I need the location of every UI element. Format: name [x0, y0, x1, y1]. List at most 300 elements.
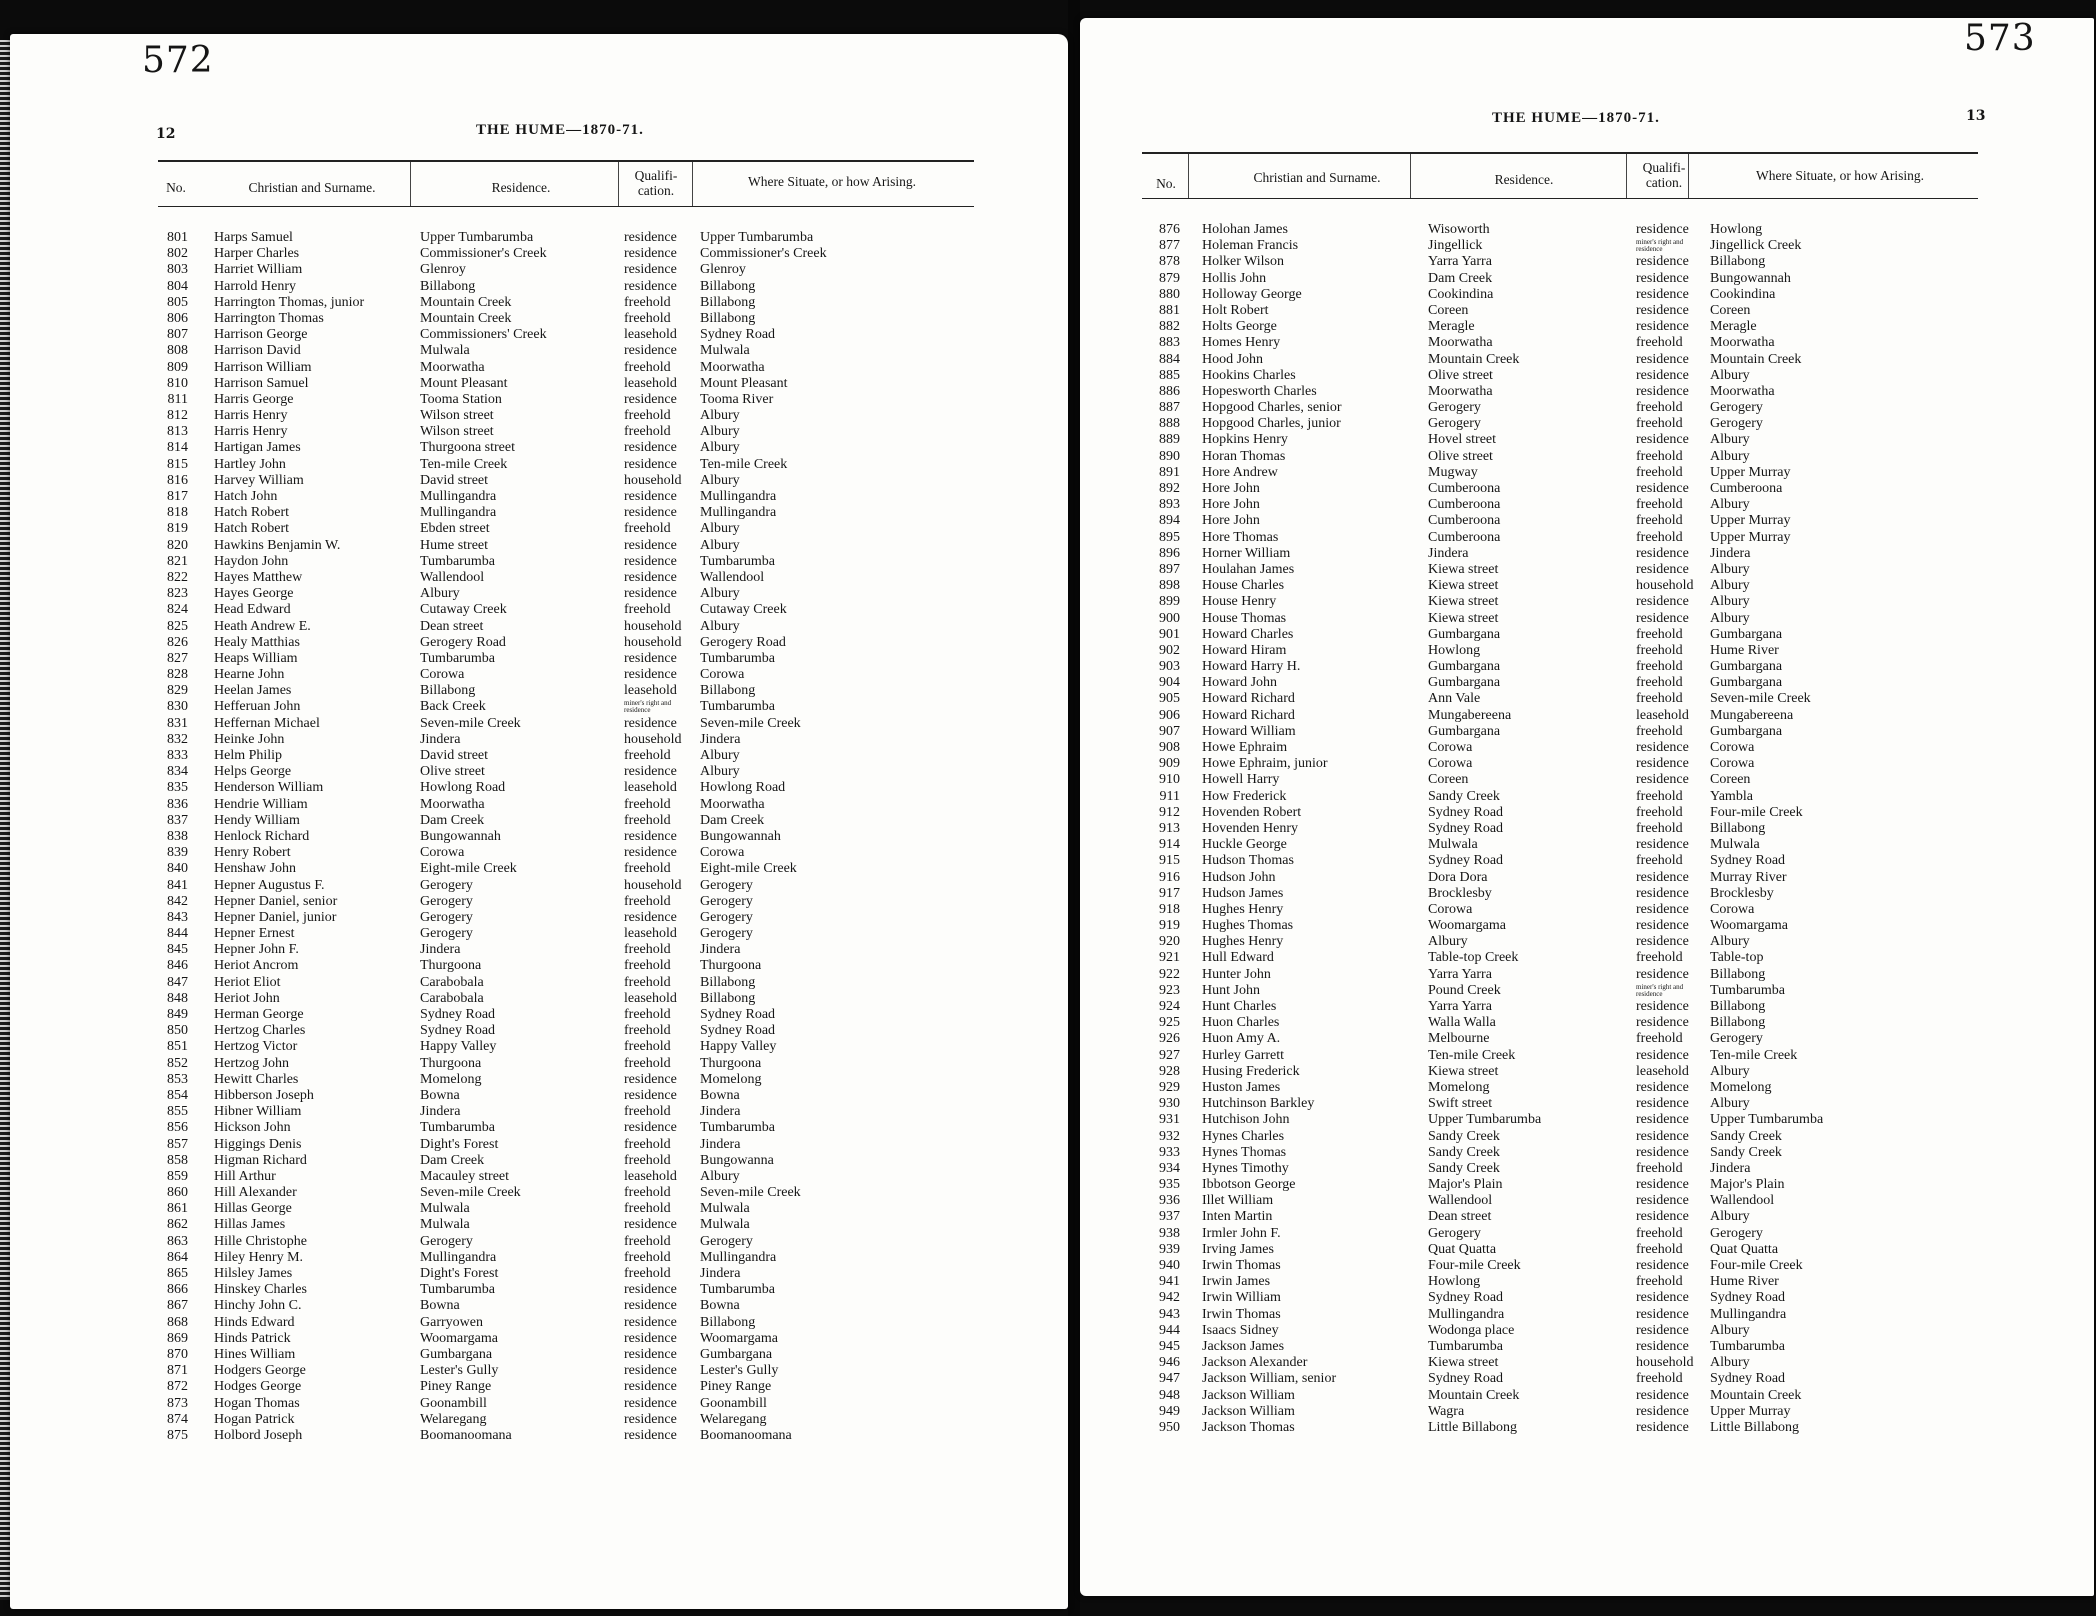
entry-number: 886	[1159, 383, 1180, 399]
entry-where: Coreen	[1710, 302, 1751, 318]
entry-name: Howard William	[1202, 723, 1296, 739]
entry-residence: Hume street	[420, 537, 489, 553]
entry-qualification: residence	[1636, 432, 1689, 448]
entry-number: 892	[1159, 481, 1180, 496]
entry-qualification: residence	[1636, 740, 1689, 755]
entry-qualification: freehold	[1636, 950, 1683, 966]
entry-name: Hinds Patrick	[214, 1330, 291, 1346]
entry-qualification: freehold	[624, 942, 671, 958]
entry-name: Hughes Henry	[1202, 901, 1284, 917]
entry-number: 805	[167, 294, 188, 310]
entry-number: 811	[167, 391, 188, 407]
entry-where: Gerogery	[1710, 416, 1763, 432]
entry-name: Harrington Thomas, junior	[214, 294, 365, 310]
entry-where: Seven-mile Creek	[700, 1185, 801, 1201]
entry-residence: Sydney Road	[1428, 820, 1504, 836]
list-item	[1142, 772, 1982, 788]
entry-where: Tumbarumba	[1710, 1338, 1785, 1354]
entry-where: Murray River	[1710, 869, 1787, 885]
entry-where: Moorwatha	[700, 359, 765, 375]
entry-qualification: freehold	[1636, 804, 1683, 820]
entry-residence: Thurgoona	[420, 958, 482, 974]
entry-name: Hertzog Victor	[214, 1039, 298, 1055]
list-item	[158, 942, 978, 958]
entry-name: Holloway George	[1202, 286, 1302, 302]
col-header-residence: Residence.	[491, 180, 551, 195]
entry-name: Hughes Thomas	[1202, 918, 1294, 934]
list-item	[158, 1347, 978, 1363]
entry-qualification: freehold	[624, 1055, 671, 1071]
entry-number: 922	[1159, 966, 1180, 982]
entry-where: Commissioner's Creek	[700, 246, 827, 262]
entry-where: Albury	[700, 521, 740, 537]
entry-where: Glenroy	[700, 262, 746, 278]
entry-number: 864	[167, 1249, 188, 1265]
entry-where: Hume River	[1710, 642, 1779, 658]
entry-number: 942	[1159, 1290, 1180, 1306]
entry-number: 932	[1159, 1128, 1180, 1144]
entry-where: Mulwala	[1710, 837, 1760, 853]
entry-qualification: freehold	[1636, 529, 1683, 545]
entry-number: 937	[1159, 1209, 1180, 1225]
entry-where: Jindera	[700, 1266, 741, 1281]
list-item	[158, 602, 978, 618]
entry-where: Wallendool	[700, 569, 765, 585]
entry-number: 823	[167, 586, 188, 602]
entry-number: 853	[167, 1071, 188, 1087]
list-item	[158, 635, 978, 651]
entry-qualification: leasehold	[624, 375, 677, 391]
entry-residence: Bowna	[420, 1087, 460, 1103]
entry-residence: Mugway	[1428, 464, 1478, 480]
list-item	[158, 1023, 978, 1039]
entry-name: Hutchison John	[1202, 1112, 1290, 1128]
entry-qualification: residence	[624, 909, 677, 925]
entry-residence: Olive street	[420, 764, 485, 780]
entry-qualification: freehold	[1636, 335, 1683, 351]
entry-name: Hill Arthur	[214, 1168, 276, 1184]
entry-qualification: freehold	[624, 1104, 671, 1120]
list-item	[158, 1298, 978, 1314]
list-item	[1142, 1048, 1982, 1064]
entry-qualification: residence	[1636, 1322, 1689, 1338]
entry-qualification: residence	[624, 278, 677, 294]
entry-where: Albury	[700, 472, 740, 488]
entry-where: Moorwatha	[700, 796, 765, 812]
entry-where: Mungabereena	[1710, 707, 1794, 723]
list-item	[158, 1396, 978, 1412]
entry-residence: Carabobala	[420, 990, 484, 1006]
entry-name: Hepner Augustus F.	[214, 877, 325, 893]
entry-residence: Four-mile Creek	[1428, 1258, 1521, 1273]
entry-where: Albury	[1710, 497, 1750, 513]
col-header-where: Where Situate, or how Arising.	[748, 174, 916, 189]
entry-residence: Mungabereena	[1428, 707, 1512, 723]
entry-residence: Mullingandra	[1428, 1306, 1505, 1322]
entry-residence: Dean street	[1428, 1209, 1492, 1225]
entry-where: Quat Quatta	[1710, 1241, 1779, 1257]
entry-qualification: residence	[624, 1363, 677, 1379]
entry-number: 926	[1159, 1031, 1180, 1047]
col-header-where: Where Situate, or how Arising.	[1756, 168, 1924, 183]
entry-residence: Upper Tumbarumba	[1428, 1112, 1542, 1128]
entry-where: Woomargama	[1710, 918, 1788, 934]
entry-number: 888	[1159, 416, 1180, 432]
entry-number: 834	[167, 764, 188, 780]
entry-residence: Upper Tumbarumba	[420, 230, 534, 245]
entry-residence: Commissioners' Creek	[420, 327, 547, 343]
entry-number: 865	[167, 1266, 188, 1281]
entry-name: Howard Charles	[1202, 626, 1294, 642]
entry-residence: Ann Vale	[1428, 691, 1481, 707]
entry-qualification: residence	[624, 1314, 677, 1330]
entry-qualification: household	[1636, 578, 1694, 594]
entry-residence: Billabong	[420, 683, 476, 699]
entry-number: 825	[167, 618, 188, 634]
entry-residence: Gerogery Road	[420, 634, 506, 650]
list-item	[158, 311, 978, 327]
list-item	[1142, 465, 1982, 481]
list-item	[158, 246, 978, 262]
list-item	[1142, 384, 1982, 400]
entry-where: Jindera	[700, 1136, 741, 1152]
entry-name: Hatch Robert	[214, 521, 290, 537]
entry-name: Haydon John	[214, 553, 289, 569]
entry-where: Gerogery	[700, 877, 753, 893]
entry-name: Howe Ephraim, junior	[1202, 756, 1328, 772]
list-item	[158, 279, 978, 295]
list-item	[1142, 821, 1982, 837]
entry-residence: Yarra Yarra	[1428, 966, 1492, 982]
entry-qualification: residence	[1636, 918, 1689, 934]
list-item	[1142, 432, 1982, 448]
entry-name: Hore John	[1202, 497, 1260, 513]
list-item	[1142, 1145, 1982, 1161]
entry-name: Jackson James	[1202, 1338, 1285, 1354]
entry-number: 913	[1159, 820, 1180, 836]
entry-residence: Cumberoona	[1428, 529, 1501, 545]
list-item	[158, 651, 978, 667]
list-item	[158, 457, 978, 473]
entry-residence: Corowa	[1428, 756, 1473, 772]
entry-residence: Mountain Creek	[1428, 351, 1520, 367]
list-item	[158, 473, 978, 489]
entry-name: Hefferuan John	[214, 699, 301, 715]
entry-residence: Woomargama	[1428, 918, 1506, 934]
entry-where: Upper Tumbarumba	[700, 230, 814, 245]
entry-qualification: leasehold	[624, 926, 677, 942]
entry-residence: Moorwatha	[420, 796, 485, 812]
entry-where: Moorwatha	[1710, 335, 1775, 351]
entry-residence: Mullingandra	[420, 505, 497, 521]
entry-residence: Yarra Yarra	[1428, 999, 1492, 1014]
entry-where: Gerogery Road	[700, 634, 786, 650]
col-header-residence: Residence.	[1494, 172, 1554, 187]
list-item	[1142, 805, 1982, 821]
entry-name: Hynes Thomas	[1202, 1144, 1287, 1160]
entry-name: Hopkins Henry	[1202, 432, 1288, 448]
entry-name: Jackson William	[1202, 1403, 1295, 1419]
entry-where: Albury	[1710, 432, 1750, 448]
entry-qualification: freehold	[624, 424, 671, 440]
entry-number: 807	[167, 327, 188, 343]
entry-name: Isaacs Sidney	[1202, 1322, 1279, 1338]
entry-residence: Dora Dora	[1428, 869, 1488, 885]
header-divider	[1688, 154, 1689, 198]
entry-number: 915	[1159, 853, 1180, 869]
list-item	[158, 376, 978, 392]
entry-where: Mullingandra	[700, 505, 777, 521]
entry-name: Hille Christophe	[214, 1233, 307, 1249]
entry-where: Woomargama	[700, 1330, 778, 1346]
entry-residence: Mount Pleasant	[420, 375, 508, 391]
entry-residence: Walla Walla	[1428, 1015, 1496, 1031]
entry-number: 848	[167, 990, 188, 1006]
entry-residence: Kiewa street	[1428, 594, 1499, 610]
entry-number: 894	[1159, 513, 1180, 529]
entry-residence: Eight-mile Creek	[420, 861, 517, 877]
entry-where: Upper Murray	[1710, 1403, 1791, 1419]
entry-name: Irwin Thomas	[1202, 1258, 1281, 1273]
entry-name: Hunt John	[1202, 982, 1260, 998]
entry-qualification: residence	[624, 440, 677, 456]
header-bottom-rule	[158, 206, 974, 207]
entry-residence: Momelong	[420, 1071, 482, 1087]
entry-number: 895	[1159, 529, 1180, 545]
entry-residence: Mountain Creek	[420, 294, 512, 310]
entry-residence: Goonambill	[420, 1395, 487, 1411]
list-item	[158, 1153, 978, 1169]
entry-where: Gerogery	[700, 1233, 753, 1249]
entry-residence: Tooma Station	[420, 391, 502, 407]
entry-where: Bungowannah	[1710, 270, 1791, 286]
entry-residence: Thurgoona street	[420, 440, 515, 456]
list-item	[158, 975, 978, 991]
entry-number: 920	[1159, 934, 1180, 950]
entry-qualification: residence	[1636, 1047, 1689, 1063]
entry-qualification: leasehold	[624, 1168, 677, 1184]
entry-number: 826	[167, 634, 188, 650]
entry-residence: Kiewa street	[1428, 610, 1499, 626]
entry-where: Moorwatha	[1710, 383, 1775, 399]
entry-qualification: residence	[1636, 1306, 1689, 1322]
entry-where: Albury	[1710, 594, 1750, 610]
entry-where: Cookindina	[1710, 286, 1776, 302]
entry-residence: Wilson street	[420, 424, 494, 440]
entry-residence: Swift street	[1428, 1096, 1493, 1112]
entry-name: Hodges George	[214, 1379, 302, 1395]
entry-residence: Bungowannah	[420, 828, 501, 844]
list-item	[1142, 740, 1982, 756]
entry-qualification: freehold	[624, 1152, 671, 1168]
list-item	[1142, 724, 1982, 740]
entry-residence: Billabong	[420, 278, 476, 294]
entry-where: Cutaway Creek	[700, 602, 787, 618]
entry-name: Hillas James	[214, 1217, 286, 1233]
entry-qualification: residence	[624, 391, 677, 407]
entry-residence: David street	[420, 748, 489, 763]
entry-number: 867	[167, 1298, 188, 1314]
entry-where: Sandy Creek	[1710, 1128, 1782, 1144]
entry-number: 851	[167, 1039, 188, 1055]
entry-name: Hepner Daniel, junior	[214, 909, 337, 925]
entry-number: 845	[167, 942, 188, 958]
entry-name: House Charles	[1202, 578, 1285, 594]
entry-residence: Corowa	[1428, 740, 1473, 755]
entry-name: Hore John	[1202, 513, 1260, 529]
entry-name: Jackson Alexander	[1202, 1355, 1308, 1371]
entry-number: 916	[1159, 869, 1180, 885]
entry-qualification: freehold	[624, 893, 671, 909]
list-item	[1142, 870, 1982, 886]
entry-where: Gumbargana	[1710, 723, 1783, 739]
entry-name: Hookins Charles	[1202, 367, 1296, 383]
entry-qualification: freehold	[1636, 1371, 1683, 1387]
entry-qualification: residence	[624, 537, 677, 553]
list-item	[1142, 902, 1982, 918]
entry-where: Billabong	[700, 683, 756, 699]
entry-where: Welaregang	[700, 1411, 767, 1427]
list-item	[158, 699, 978, 715]
list-item	[158, 926, 978, 942]
list-item	[158, 1266, 978, 1282]
entry-qualification: residence	[1636, 319, 1689, 335]
entry-name: Houlahan James	[1202, 561, 1295, 577]
entry-number: 930	[1159, 1096, 1180, 1112]
list-item	[1142, 659, 1982, 675]
list-item	[158, 392, 978, 408]
entry-where: Corowa	[1710, 756, 1755, 772]
list-item	[1142, 578, 1982, 594]
entry-where: Mullingandra	[700, 1249, 777, 1265]
entry-where: Tooma River	[700, 391, 774, 407]
entry-qualification: residence	[624, 1282, 677, 1298]
entry-residence: Ebden street	[420, 521, 490, 537]
entry-name: Hodgers George	[214, 1363, 306, 1379]
list-item	[158, 958, 978, 974]
entry-residence: Kiewa street	[1428, 561, 1499, 577]
entry-residence: Howlong	[1428, 642, 1481, 658]
list-item	[1142, 1290, 1982, 1306]
list-item	[1142, 1323, 1982, 1339]
entry-name: Hepner Daniel, senior	[214, 893, 338, 909]
entry-name: Holker Wilson	[1202, 254, 1285, 270]
entry-qualification: freehold	[624, 359, 671, 375]
entry-name: Hendrie William	[214, 796, 308, 812]
entry-name: Hudson Thomas	[1202, 853, 1294, 869]
list-item	[158, 586, 978, 602]
entry-where: Sydney Road	[1710, 853, 1786, 869]
entry-qualification: freehold	[1636, 691, 1683, 707]
entry-number: 936	[1159, 1193, 1180, 1209]
entry-number: 875	[167, 1427, 188, 1443]
list-item	[1142, 886, 1982, 902]
entry-number: 859	[167, 1168, 188, 1184]
entry-number: 906	[1159, 707, 1180, 723]
entry-qualification: residence	[1636, 1209, 1689, 1225]
entry-qualification: residence	[624, 650, 677, 666]
entry-name: Howard Richard	[1202, 707, 1295, 723]
entry-where: Brocklesby	[1710, 885, 1774, 901]
entry-residence: Carabobala	[420, 974, 484, 990]
entry-qualification: residence	[1636, 594, 1689, 610]
entry-where: Albury	[1710, 367, 1750, 383]
list-item	[158, 1088, 978, 1104]
entry-where: Tumbarumba	[700, 650, 775, 666]
list-item	[1142, 1064, 1982, 1080]
entry-residence: Brocklesby	[1428, 885, 1492, 901]
list-item	[1142, 756, 1982, 772]
entry-where: Billabong	[700, 974, 756, 990]
entry-where: Coreen	[1710, 772, 1751, 788]
list-item	[158, 1379, 978, 1395]
entry-residence: Little Billabong	[1428, 1419, 1518, 1435]
list-item	[158, 1331, 978, 1347]
entry-residence: Tumbarumba	[420, 553, 495, 569]
entry-where: Howlong	[1710, 222, 1763, 237]
entry-number: 856	[167, 1120, 188, 1136]
list-item	[158, 1056, 978, 1072]
entry-where: Lester's Gully	[700, 1363, 779, 1379]
entry-qualification: leasehold	[624, 780, 677, 796]
entry-qualification: residence	[624, 456, 677, 472]
entry-where: Howlong Road	[700, 780, 786, 796]
entry-number: 878	[1159, 254, 1180, 270]
entry-number: 877	[1159, 238, 1180, 254]
entry-where: Gerogery	[1710, 1225, 1763, 1241]
entry-where: Bungowanna	[700, 1152, 774, 1168]
entry-where: Seven-mile Creek	[700, 715, 801, 731]
entry-where: Ten-mile Creek	[700, 456, 788, 472]
entry-number: 905	[1159, 691, 1180, 707]
entry-residence: Back Creek	[420, 699, 486, 715]
entry-qualification: freehold	[1636, 788, 1683, 804]
entry-number: 928	[1159, 1063, 1180, 1079]
entry-where: Mullingandra	[700, 489, 777, 504]
entry-name: Hovenden Henry	[1202, 820, 1299, 836]
entry-residence: Gerogery	[420, 926, 473, 942]
entry-number: 901	[1159, 626, 1180, 642]
entry-qualification: residence	[1636, 383, 1689, 399]
list-item	[1142, 416, 1982, 432]
entry-number: 847	[167, 974, 188, 990]
entry-residence: Wallendool	[1428, 1193, 1493, 1209]
entry-number: 861	[167, 1201, 188, 1217]
entry-number: 876	[1159, 222, 1180, 237]
entry-where: Four-mile Creek	[1710, 804, 1803, 820]
list-item	[158, 716, 978, 732]
entry-name: Homes Henry	[1202, 335, 1281, 351]
entry-name: Hewitt Charles	[214, 1071, 299, 1087]
list-item	[158, 262, 978, 278]
col-header-qualification: Qualifi- cation.	[1642, 160, 1686, 190]
folio-number: 572	[142, 40, 214, 81]
entry-number: 843	[167, 909, 188, 925]
entry-name: Hinskey Charles	[214, 1282, 307, 1298]
entry-residence: Gerogery	[420, 1233, 473, 1249]
entry-name: Hogan Thomas	[214, 1395, 300, 1411]
entry-number: 891	[1159, 464, 1180, 480]
entry-number: 832	[167, 731, 188, 747]
entry-name: House Henry	[1202, 594, 1277, 610]
entry-residence: Moorwatha	[420, 359, 485, 375]
entry-name: Hayes George	[214, 586, 294, 602]
entry-qualification: residence	[624, 489, 677, 504]
entry-name: Holt Robert	[1202, 302, 1269, 318]
entry-name: Harrison George	[214, 327, 308, 343]
entry-name: House Thomas	[1202, 610, 1287, 626]
entry-name: Heelan James	[214, 683, 292, 699]
